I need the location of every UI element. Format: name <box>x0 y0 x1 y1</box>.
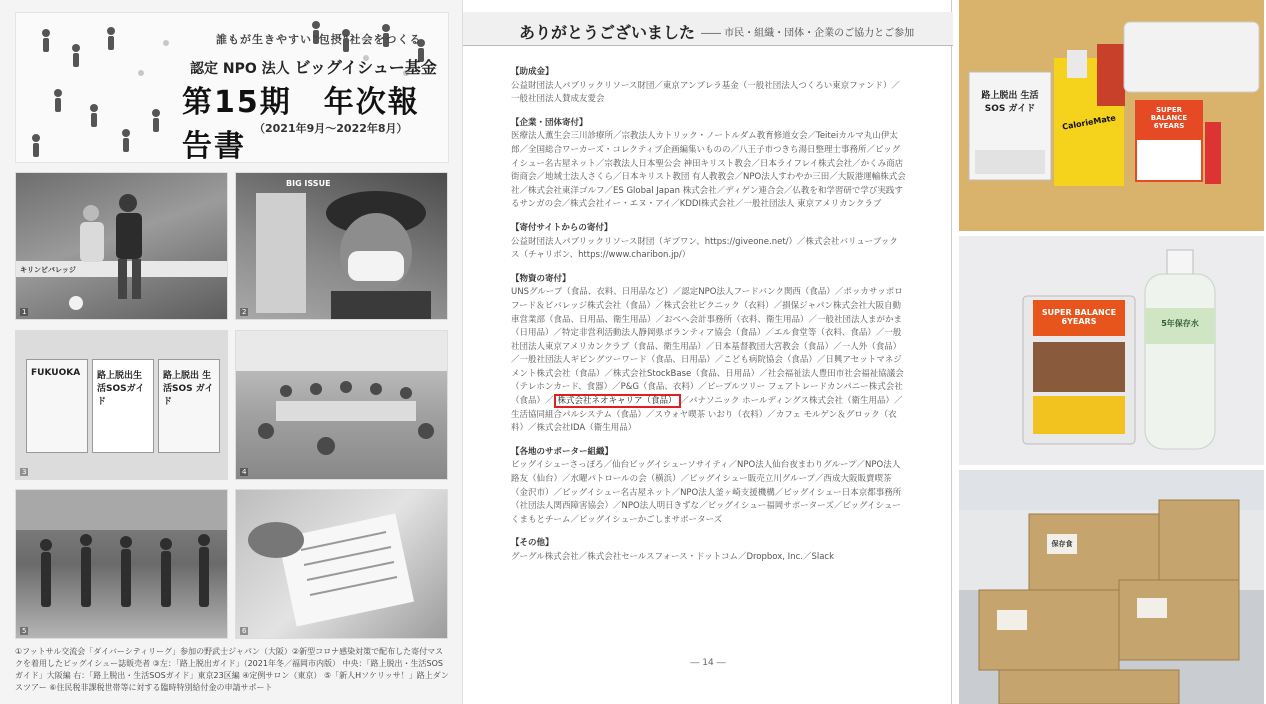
page-title: ありがとうございました <box>519 23 696 42</box>
calorie-mate-label: CalorieMate <box>1061 113 1117 132</box>
box-label: 保存食 <box>1051 540 1073 548</box>
section-goods-donations <box>511 273 906 436</box>
page-subtitle: ―― 市民・組織・団体・企業のご協力とご参加 <box>701 28 915 39</box>
photo-number: 5 <box>22 627 27 635</box>
section-heading: 【各地のサポーター組織】 <box>511 446 614 457</box>
super-balance-label-b: SUPER BALANCE 6YEARS <box>1041 308 1117 326</box>
photo-food-water <box>959 236 1264 465</box>
section-heading: 【物資の寄付】 <box>511 273 571 284</box>
section-heading: 【その他】 <box>511 538 554 549</box>
donation-photo-column <box>956 0 1266 704</box>
photo-number: 4 <box>242 468 247 476</box>
left-page <box>0 0 462 704</box>
vendor-illustration <box>236 173 448 320</box>
section-grants <box>511 66 906 107</box>
section-text: グーグル株式会社／株式会社セールスフォース・ドットコム／Dropbox, Inc.／Slack <box>511 552 835 562</box>
booklet-tokyo <box>158 359 220 453</box>
boxes-illustration <box>959 470 1264 704</box>
photo-futsal <box>15 172 228 320</box>
futsal-illustration <box>16 173 228 320</box>
right-page <box>462 0 952 704</box>
section-supporter-orgs <box>511 446 906 528</box>
super-balance-label-a: SUPER BALANCE 6YEARS <box>1150 106 1188 130</box>
booklet-osaka <box>92 359 154 453</box>
photo-street-dance <box>15 489 228 639</box>
booklet-fukuoka <box>26 359 88 453</box>
section-donation-sites <box>511 222 906 263</box>
photo-number: 6 <box>242 627 247 635</box>
photo-number: 1 <box>22 308 27 316</box>
photo-number: 2 <box>242 308 247 316</box>
cap-logo: BIG ISSUE <box>286 179 331 188</box>
section-corporate-donations <box>511 117 906 212</box>
section-text <box>511 286 906 436</box>
paperwork-illustration <box>236 490 448 639</box>
org-name: ビッグイシュー基金 <box>294 58 437 77</box>
photo-stacked-boxes <box>959 470 1264 704</box>
cover-tagline: 誰もが生きやすい"包摂"社会をつくる <box>216 33 422 46</box>
page-number: ― 14 ― <box>690 658 726 668</box>
photo-application-support <box>235 489 448 639</box>
report-period: （2021年9月〜2022年8月） <box>254 122 408 135</box>
section-heading: 【寄付サイトからの寄付】 <box>511 222 613 233</box>
section-text: ビッグイシューさっぽろ／仙台ビッグイシューソサイティ／NPO法人仙台夜まわりグループ／NPO法人路友（仙台）／水曜パトロールの会（横浜）／ビッグイシュー販売立川グループ／西成大阪販賣喫茶（金沢市）／ビッグイシュー名古屋ネット／NPO法人釜ヶ崎支援機構／ビッグイシュー日本京都事務所（社団法人関西障害協会）／NPO法人明日きずな／ビッグイシュー福岡サポーターズ／ビッグイシューくまもとチーム／ビッグイシューかごしまサポーターズ <box>511 460 902 525</box>
acknowledgements-body <box>511 66 906 575</box>
photo-salon <box>235 330 448 480</box>
section-text: 公益財団法人パブリックリソース財団／東京アンブレラ基金（一般社団法人つくろい東京ファンド）／一般社団法人賛成友愛会 <box>511 80 901 105</box>
section-text: 医療法人薫生会三川診療所／宗教法人カトリック・ノートルダム教育修道女会／Teiteiカルマ丸山伊太郎／全国総合ワーカーズ・コレクティブ企画編集いものの／八王子市つきち湯日整理士事務所／ビッグイシュー名古屋ネット／宗教法人日本聖公会 神田キリスト教会／日本ライフレイ株式会社／かくみ商店街商会／地域士法人さくら／日本キリスト教団 有人教教会／NPO法人すわやか三田／大阪港運輸株式会社／株式会社東洋ゴルフ／ES Global Japan 株式会社／ディゲン連合会／仏教を和学習研で学び実践するサンガの会／株式会社イー・エヌ・アイ／KDDI株式会社／一般社団法人 東京アメリカンクラブ <box>511 131 906 210</box>
booklet-fukuoka-title: FUKUOKA <box>31 368 81 378</box>
highlighted-donor: 株式会社ネオキャリア（食品） <box>554 394 681 408</box>
sponsor-banner: キリンビバレッジ <box>20 266 76 274</box>
booklet-osaka-title: 路上脱出生活SOSガイド <box>97 371 145 407</box>
section-heading: 【企業・団体寄付】 <box>511 117 588 128</box>
goods-text-after: ／パナソニック ホールディングス株式会社（衛生用品）／生活協同組合パルシステム（食品）／スウォヤ喫茶 いおり（衣料）／カフェ モルゲン＆グロック（衣料）／株式会社IDA（衛生用品） <box>511 396 903 434</box>
salon-illustration <box>236 331 448 480</box>
water-label: 5年保存水 <box>1161 319 1199 328</box>
photo-number: 3 <box>22 468 27 476</box>
booklet-tokyo-title: 路上脱出 生活SOS ガイド <box>163 371 214 407</box>
report-title: 第15期 年次報告書 <box>182 85 420 163</box>
photo-vendor-mask <box>235 172 448 320</box>
photo-guide-booklets <box>15 330 228 480</box>
report-cover <box>15 12 449 163</box>
section-heading: 【助成金】 <box>511 67 554 77</box>
section-text: 公益財団法人パブリックリソース財団（ギブワン、https://giveone.net/）／株式会社バリューブックス（チャリボン、https://www.charibon.jp/） <box>511 236 898 261</box>
org-prefix: 認定 NPO 法人 <box>190 61 290 77</box>
section-other <box>511 537 906 564</box>
cover-org <box>190 55 437 78</box>
goods-text-before: UNSグループ（食品、衣料、日用品など）／認定NPO法人フードバンク関西（食品）／ポッカサッポロフード＆ビバレッジ株式会社（食品）／株式会社ピクニック（衣料）／損保ジャパン株式会社大阪自動車営業部（食品、日用品、衛生用品）／おべへ会計事務所（衣料、衛生用品）／一般社団法人まがかま（日用品）／特定非営利活動法人静岡県ボランティア協会（食品）／エル食堂等（衣料、食品）／一般社団法人東京アメリカンクラブ（食品、衛生用品）／日本基督教団大宮教会（食品）／一人外（食品）／一般社団法人ギビングツーワード（食品、日用品）／こども病院協会（食品）／日興アセットマネジメント株式会社（食品）／株式会社StockBase（食品、日用品）／社会福祉法人豊田市社会福祉協議会（テレホンカード、食器）／P&G（食品、衣料）／ピープルツリー フェアトレードカンパニー株式会社（食品）／ <box>511 287 904 407</box>
photo-caption: ①フットサル交流会「ダイバーシティリーグ」参加の野武士ジャパン（大阪）②新型コロナ感染対策で配布した寄付マスクを着用したビッグイシュー誌販売者 ③左：「路上脱出ガイド」（2021年冬／福岡市内版） 中央：「路上脱出・生活SOSガイド」大阪編 右：「路上脱出・生活SOSガイド」東京23区編 ④定例サロン（東京） ⑤「新人Hソケリッサ！」路上ダンスツアー ⑥住民税非課税世帯等に対する臨時特別給付金の申請サポート <box>15 647 449 692</box>
dance-illustration <box>16 490 228 639</box>
kit-booklet-title: 路上脱出 生活SOS ガイド <box>981 91 1039 114</box>
food-water-illustration <box>959 236 1264 465</box>
photo-donation-kit <box>959 0 1264 231</box>
